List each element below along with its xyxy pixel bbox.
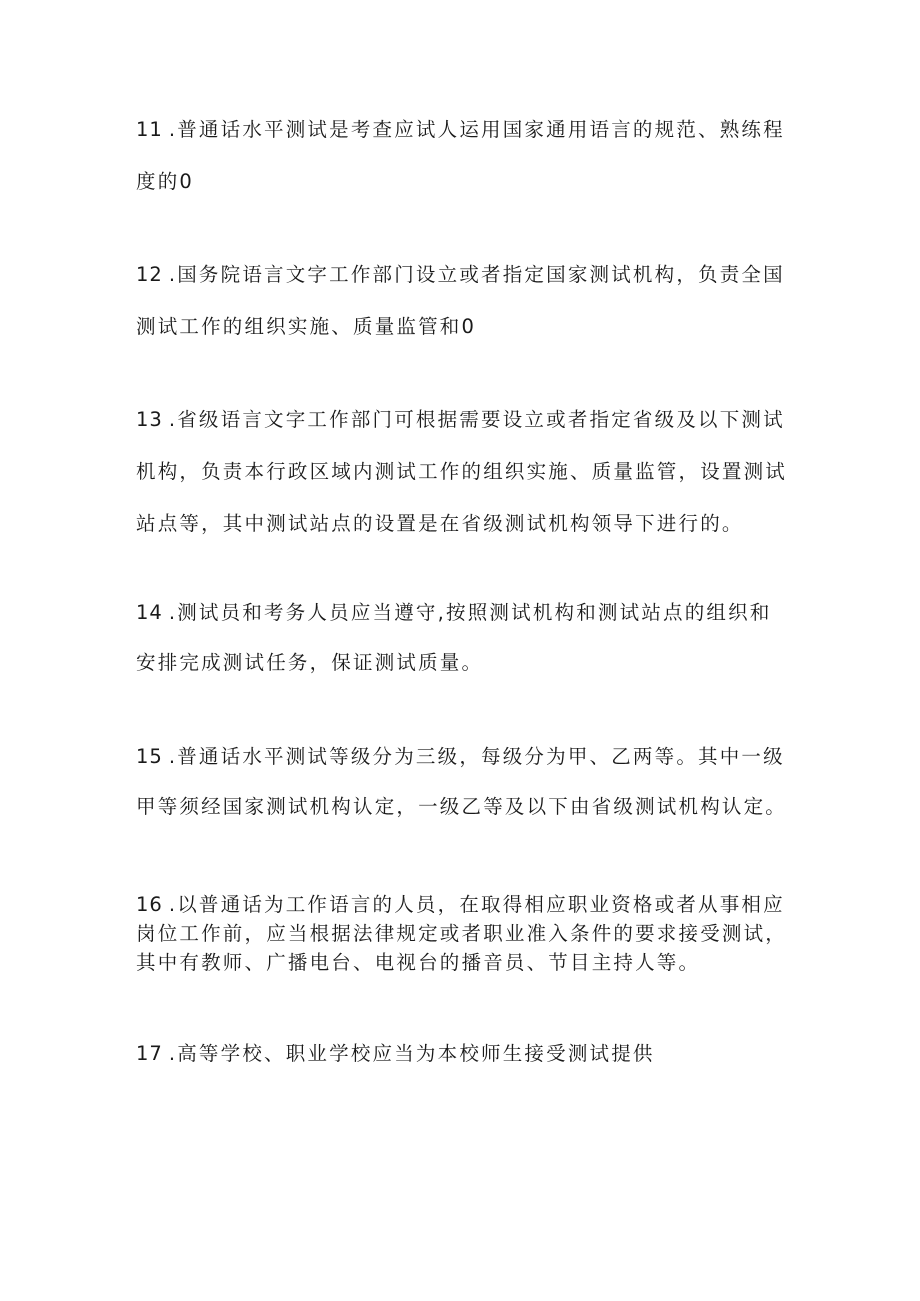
question-line <box>136 408 785 432</box>
question-line <box>136 651 483 675</box>
question-text: .普通话水平测试是考查应试人运用国家通用语言的规范、熟练程 <box>168 118 785 141</box>
question-line <box>136 795 787 819</box>
question-text: 度的0 <box>136 170 195 193</box>
question-text: 安排完成测试任务，保证测试质量。 <box>136 651 484 674</box>
question-line <box>136 745 785 769</box>
question-line <box>136 893 785 917</box>
question-text: .测试员和考务人员应当遵守,按照测试机构和测试站点的组织和 <box>168 601 772 624</box>
question-text: .高等学校、职业学校应当为本校师生接受测试提供 <box>168 1042 655 1065</box>
question-line <box>136 512 744 536</box>
question-number: 13 <box>136 408 163 431</box>
question-number: 11 <box>136 118 163 141</box>
question-line <box>136 460 787 484</box>
question-number: 15 <box>136 745 163 768</box>
question-text: .普通话水平测试等级分为三级，每级分为甲、乙两等。其中一级 <box>168 745 785 768</box>
question-text: 岗位工作前，应当根据法律规定或者职业准入条件的要求接受测试， <box>136 922 788 945</box>
question-text: 机构，负责本行政区域内测试工作的组织实施、质量监管，设置测试 <box>136 460 788 483</box>
question-text: 测试工作的组织实施、质量监管和0 <box>136 315 477 338</box>
question-text: 其中有教师、广播电台、电视台的播音员、节目主持人等。 <box>136 951 701 974</box>
question-number: 17 <box>136 1042 163 1065</box>
question-text: .省级语言文字工作部门可根据需要设立或者指定省级及以下测试 <box>168 408 785 431</box>
question-number: 12 <box>136 263 163 286</box>
question-number: 16 <box>136 893 163 916</box>
question-line <box>136 315 476 339</box>
question-line <box>136 601 772 625</box>
question-text: 站点等，其中测试站点的设置是在省级测试机构领导下进行的。 <box>136 512 744 535</box>
question-line <box>136 951 700 975</box>
question-text: .国务院语言文字工作部门设立或者指定国家测试机构，负责全国 <box>168 263 785 286</box>
question-text: .以普通话为工作语言的人员，在取得相应职业资格或者从事相应 <box>168 893 785 916</box>
question-text: 甲等须经国家测试机构认定，一级乙等及以下由省级测试机构认定。 <box>136 795 788 818</box>
question-line <box>136 263 785 287</box>
question-line <box>136 922 787 946</box>
question-line <box>136 1042 655 1066</box>
question-line <box>136 170 194 194</box>
question-line <box>136 118 785 142</box>
question-number: 14 <box>136 601 163 624</box>
